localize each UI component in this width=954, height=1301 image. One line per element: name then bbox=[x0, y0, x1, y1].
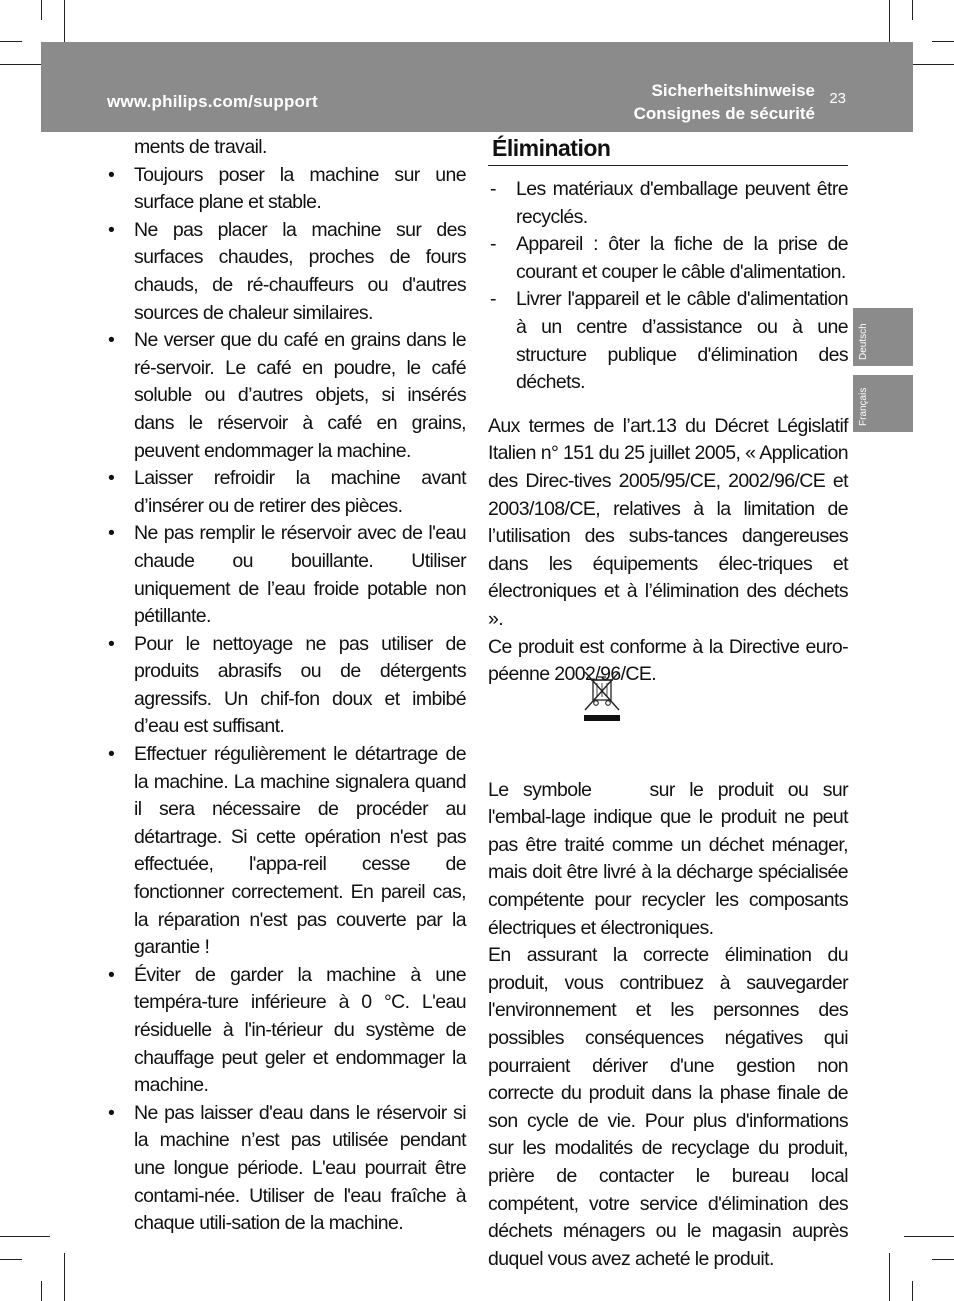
list-item bbox=[488, 176, 848, 231]
decree-paragraph: Aux termes de l’art.13 du Décret Législatif Italien n° 151 du 25 juillet 2005, « Application des Direc-tives 2005/95/CE, 2002/96/CE et 2003/108/CE, relatives à la limitation de l’utilisation des subs-tances dangereuses dans les équipements élec-triques et électroniques et à l’élimination des déchets ». bbox=[488, 414, 848, 630]
symbol-text-after: sur le produit ou sur l'embal-lage indique que le produit ne peut pas être traité comme un déchet ménager, mais doit être livré à la décharge spécialisée compétente pour recycler les composants électriques et électroniques. bbox=[488, 778, 849, 939]
list-item bbox=[108, 741, 466, 962]
list-item-text: Toujours poser la machine sur une surface plane et stable. bbox=[134, 163, 466, 214]
crop-mark bbox=[889, 1253, 890, 1301]
list-item bbox=[108, 1100, 466, 1238]
bullet-icon: • bbox=[108, 632, 115, 655]
bullet-icon: • bbox=[108, 743, 115, 766]
list-item bbox=[488, 286, 848, 396]
list-item-text: Laisser refroidir la machine avant d’insérer ou de retirer des pièces. bbox=[134, 467, 466, 517]
list-item bbox=[108, 217, 466, 327]
dash-icon: - bbox=[490, 178, 496, 200]
list-item bbox=[488, 231, 848, 286]
header-titles bbox=[634, 79, 815, 125]
final-paragraph: En assurant la correcte élimination du produit, vous contribuez à sauvegarder l'environnement et les personnes des possibles conséquences négatives qui pourraient dériver d'une gestion non correcte du produit dans la phase finale de son cycle de vie. Pour plus d'informations sur les modalités de recyclage du produit, prière de contacter le bureau local compétent, votre service d'élimination des déchets ménagers ou le magasin auprès duquel vous avez acheté le produit. bbox=[488, 944, 848, 1270]
crop-mark bbox=[0, 1259, 22, 1260]
safety-bullet-list bbox=[108, 162, 466, 1238]
crop-mark bbox=[41, 1281, 42, 1301]
right-column bbox=[488, 134, 848, 1273]
language-tab-deutsch bbox=[853, 308, 913, 366]
language-tab-label: Français bbox=[858, 387, 869, 426]
crop-mark bbox=[0, 41, 22, 42]
symbol-paragraph bbox=[488, 777, 848, 943]
list-item bbox=[108, 465, 466, 520]
language-tab-label: Deutsch bbox=[858, 323, 869, 360]
section-title: Élimination bbox=[488, 134, 848, 166]
language-tab-francais bbox=[853, 375, 913, 432]
crop-mark bbox=[904, 1236, 954, 1237]
list-item bbox=[108, 327, 466, 465]
list-item-text: Ne verser que du café en grains dans le ré-servoir. Le café en poudre, le café soluble ou d’autres objets, si insérés dans le réservoir à café en grains, peuvent endommager la machine. bbox=[134, 329, 466, 462]
bullet-icon: • bbox=[108, 329, 115, 352]
left-column bbox=[108, 134, 466, 1238]
bullet-icon: • bbox=[108, 218, 115, 241]
list-item-text: Ne pas laisser d'eau dans le réservoir si la machine n’est pas utilisée pendant une longue période. L'eau pourrait être contami-née. Utiliser de l'eau fraîche à chaque utili-sation de la machine. bbox=[134, 1101, 466, 1235]
header-title-de: Sicherheitshinweise bbox=[651, 81, 815, 100]
crop-mark bbox=[889, 0, 890, 48]
support-url[interactable]: www.philips.com/support bbox=[107, 92, 318, 111]
list-item-text: Pour le nettoyage ne pas utiliser de produits abrasifs ou de détergents agressifs. Un chif-fon doux et imbibé d’eau est suffisant. bbox=[134, 632, 466, 738]
crop-mark bbox=[64, 1253, 65, 1301]
list-item bbox=[108, 962, 466, 1100]
crop-mark bbox=[41, 0, 42, 20]
dash-icon: - bbox=[490, 233, 496, 256]
disposal-dash-list bbox=[488, 176, 848, 397]
crop-mark bbox=[912, 0, 913, 20]
crossed-out-wheelie-bin-icon bbox=[582, 668, 622, 722]
bullet-icon: • bbox=[108, 467, 115, 490]
symbol-text-before: Le symbole bbox=[488, 778, 592, 801]
conformity-paragraph: Ce produit est conforme à la Directive euro-péenne 2002/96/CE. bbox=[488, 635, 848, 686]
bullet-icon: • bbox=[108, 163, 115, 186]
page-header bbox=[41, 42, 913, 132]
list-item bbox=[108, 162, 466, 217]
bullet-icon: • bbox=[108, 963, 115, 986]
list-item-text: Les matériaux d'emballage peuvent être recyclés. bbox=[516, 178, 848, 228]
list-item-text: Effectuer régulièrement le détartrage de la machine. La machine signalera quand il sera nécessaire de procéder au détartrage. Si cette opération n'est pas effectuée, l'appa-reil cesse de fonctionner correctement. En pareil cas, la réparation n'est pas couverte par la garantie ! bbox=[134, 743, 466, 959]
continued-text: ments de travail. bbox=[134, 136, 267, 158]
page-number: 23 bbox=[829, 90, 846, 107]
crop-mark bbox=[0, 1236, 50, 1237]
crop-mark bbox=[932, 41, 954, 42]
crop-mark bbox=[932, 1259, 954, 1260]
bullet-icon: • bbox=[108, 1101, 115, 1124]
list-item bbox=[108, 520, 466, 630]
list-item-text: Appareil : ôter la fiche de la prise de courant et couper le câble d'alimentation. bbox=[516, 233, 848, 283]
list-item bbox=[108, 631, 466, 741]
crop-mark bbox=[64, 0, 65, 48]
list-item-text: Éviter de garder la machine à une tempéra-ture inférieure à 0 °C. L'eau résiduelle à l'in-térieur du système de chauffage peut geler et endommager la machine. bbox=[134, 963, 466, 1097]
dash-icon: - bbox=[490, 288, 496, 311]
bullet-icon: • bbox=[108, 522, 115, 545]
list-item-text: Ne pas remplir le réservoir avec de l'eau chaude ou bouillante. Utiliser uniquement de l’eau froide potable non pétillante. bbox=[134, 522, 466, 628]
list-item-text: Ne pas placer la machine sur des surfaces chaudes, proches de fours chauds, de ré-chauffeurs ou d'autres sources de chaleur similaires. bbox=[134, 218, 466, 324]
header-title-fr: Consignes de sécurité bbox=[633, 104, 815, 123]
list-item-text: Livrer l'appareil et le câble d'alimentation à un centre d’assistance ou à une structure publique d'élimination des déchets. bbox=[516, 288, 848, 394]
crop-mark bbox=[912, 1281, 913, 1301]
